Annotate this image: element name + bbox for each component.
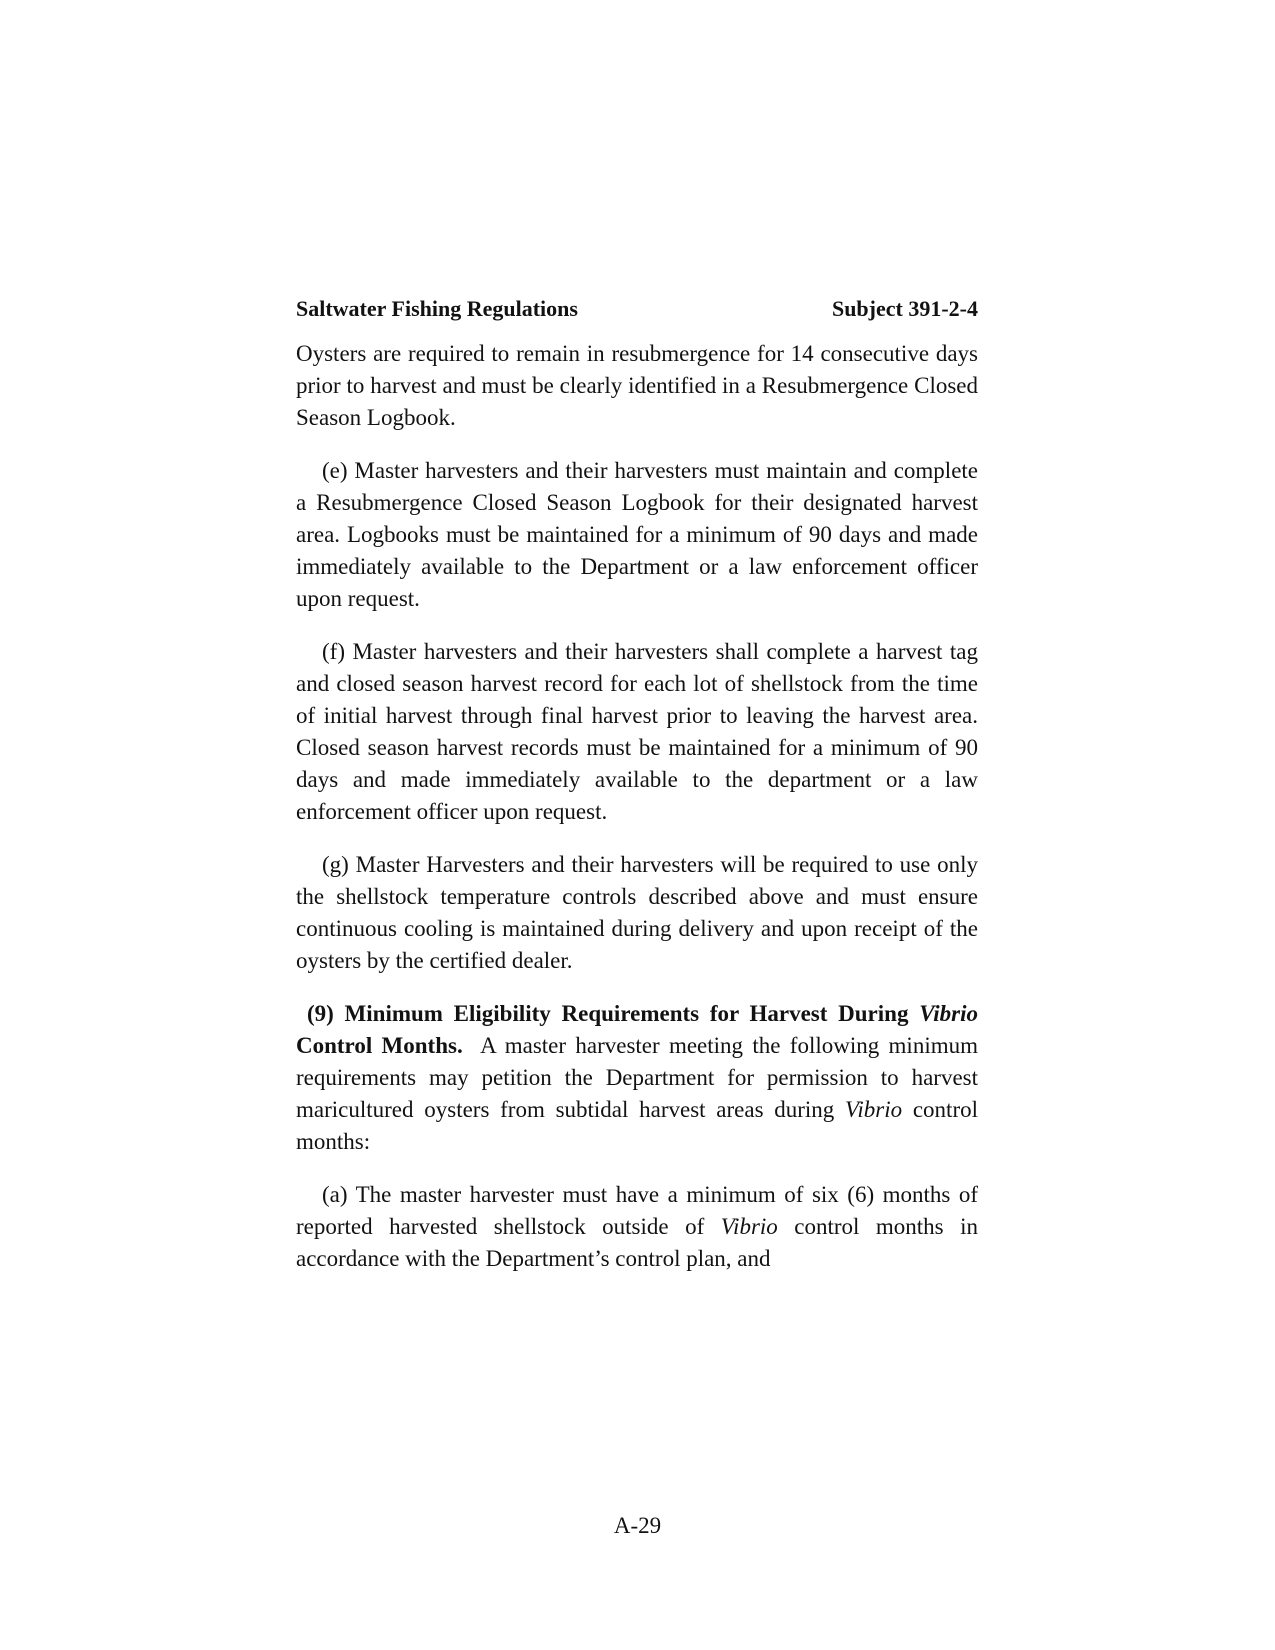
text-run: (g) Master Harvesters and their harvesters will be required to use only the shellstock temperature controls described above and must ensure continuous cooling is maintained during delivery and upon receipt of the oysters by the certified dealer. — [296, 852, 978, 973]
text-run: Vibrio — [720, 1214, 778, 1239]
text-run: control months: — [296, 1097, 978, 1154]
text-run: Control Months. — [296, 1033, 463, 1058]
paragraph-intro — [296, 338, 978, 434]
paragraph-g — [296, 849, 978, 977]
page-footer — [0, 1510, 1275, 1542]
text-run: A master harvester meeting the following minimum requirements may petition the Department for permission to harvest maricultured oysters from subtidal harvest areas during — [296, 1033, 978, 1122]
text-run: (e) Master harvesters and their harvesters must maintain and complete a Resubmergence Closed Season Logbook for their designated harvest area. Logbooks must be maintained for a minimum of 90 days and made immediately available to the Department or a law enforcement officer upon request. — [296, 458, 978, 611]
text-run: control months in accordance with the Department’s control plan, and — [296, 1214, 978, 1271]
header-document-title: Saltwater Fishing Regulations — [296, 296, 578, 321]
text-run: (9) Minimum Eligibility Requirements for Harvest During — [307, 1001, 920, 1026]
paragraph-e — [296, 455, 978, 615]
page-number: A-29 — [613, 1513, 662, 1538]
text-run: (f) Master harvesters and their harvesters shall complete a harvest tag and closed season harvest record for each lot of shellstock from the time of initial harvest through final harvest prior to leaving the harvest area. Closed season harvest records must be maintained for a minimum of 90 days and made immediately available to the department or a law enforcement officer upon request. — [296, 639, 978, 824]
paragraph-f — [296, 636, 978, 828]
text-run: (a) The master harvester must have a minimum of six (6) months of reported harvested shellstock outside of — [296, 1182, 978, 1239]
text-run: Vibrio — [919, 1001, 978, 1026]
page-header — [296, 297, 978, 321]
paragraph-a — [296, 1179, 978, 1275]
text-run: Oysters are required to remain in resubmergence for 14 consecutive days prior to harvest and must be clearly identified in a Resubmergence Closed Season Logbook. — [296, 341, 978, 430]
paragraph-9 — [296, 998, 978, 1158]
document-body — [296, 338, 978, 1296]
header-subject-number: Subject 391-2-4 — [831, 296, 978, 321]
text-run: Vibrio — [845, 1097, 903, 1122]
